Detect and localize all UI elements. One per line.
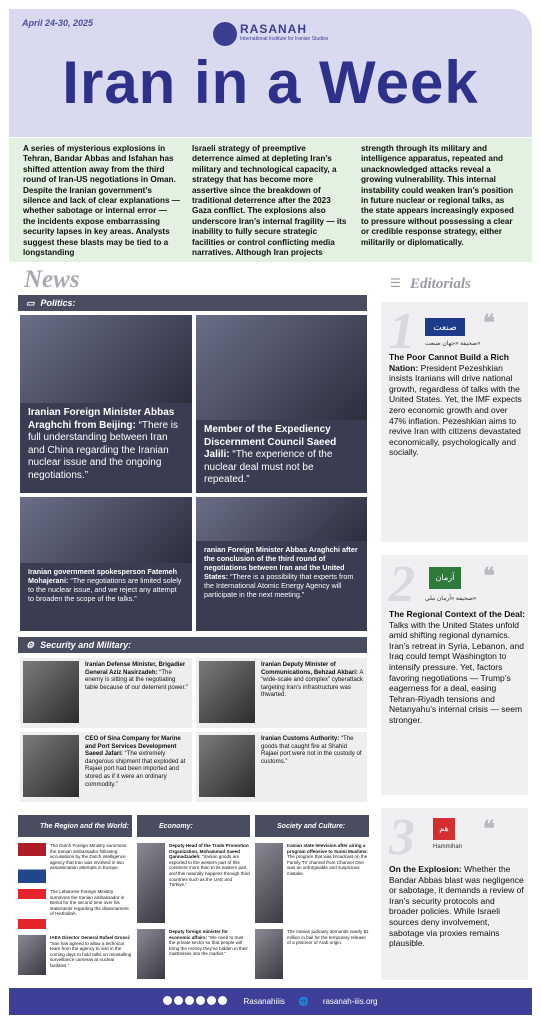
item-title: Iranian state television after airing a program offensive to Sunni Muslims: [287,843,368,854]
newspaper-caption: صحيفة «جهان صنعت» [425,341,481,347]
instagram-icon[interactable] [218,996,227,1005]
news-card-title: Iranian Foreign Minister Abbas Araghchi from Beijing: [28,407,175,431]
footer-bar [9,988,532,1015]
society-label: Society and Culture: [277,822,346,830]
society-header [255,815,369,837]
society-item[interactable] [255,929,369,979]
economy-item-text: “Iranian goods are exported to the western part of this continent more than to its eastern part, and this naturally happens through third countries such as the UAE and Türkiye.” [169,854,250,888]
editorial-number: 1 [389,303,415,360]
telegram-icon[interactable] [207,996,216,1005]
news-photo [20,315,192,403]
intro-col-3: strength through its military and intelligence apparatus, repeated and unacknowledged attacks reveal a growing vulnerability. This internal instability could weaken Iran’s position in future nuclear or regional talks, as the state appears increasingly exposed to pressure without possessing a clear or credible response strategy, either militarily or diplomatically. [361,144,514,247]
editorial-body: President Pezeshkian insists Iranians will drive national growth, regardless of talks with the United States. Yet, the IMF expects zero economic growth and over 47% inflation. Pezeshkian aims to revive Iran with citizens devastated economically, psychologically and socially. [389,362,522,458]
news-card-body: “There is a possibility that experts from the International Atomic Energy Agency will participate in the next meeting.” [204,572,354,599]
region-item-text: The Lebanese Foreign Ministry summons the Iranian ambassador in Beirut for the second time over his statements regarding the disarmament of Hezbollah. [50,889,129,917]
card-title: CEO of Sina Company for Marine and Port Services Development Saeed Jafari: [85,735,181,758]
item-title: Deputy foreign minister for economic affairs: [169,929,228,940]
news-card-jalili[interactable] [196,315,367,493]
politics-label: Politics: [40,298,76,308]
economy-item-text: “We need to trust the private sector so that people will bring the money they’ve hidden in their mattresses into the market.” [169,934,248,957]
security-card-akbari[interactable] [196,658,367,728]
region-column [18,815,132,975]
region-label: The Region and the World: [40,822,129,830]
item-title: Deputy Head of the Trade Promotion Organization, Mohammad Saeed Qannadzadeh: [169,843,249,860]
editorial-title: The Poor Cannot Build a Rich Nation: [389,352,509,373]
news-card-title: Member of the Expediency Discernment Council Saeed Jalili: [204,424,337,460]
news-card-body: “The experience of the nuclear deal must not be repeated.” [204,449,333,485]
news-photo [255,843,283,923]
region-item-text: “Iran has agreed to allow a technical team from the agency to visit in the coming days to hold talks on reinstalling surveillance cameras at nuclear facilities.” [50,940,132,968]
editorial-list-icon: ☰ [390,276,401,290]
security-label: Security and Military: [40,640,132,650]
region-item-text: The Dutch Foreign Ministry summons the Iranian ambassador following accusations by the Dutch intelligence agency that Iran was involved in two assassination attempts in Europe. [50,843,127,871]
editorial-body: Talks with the United States unfold amid shifting regional dynamics. Iran’s retreat in Syria, Lebanon, and Iraq could tempt Washington to intensify pressure. Yet, factors favoring negotiations — Trump’s eagerness for a deal, easing Tehran-Riyadh tensions and Netanyahu’s internal crisis — seem stronger. [389,619,524,725]
society-item[interactable] [255,843,369,923]
economy-label: Economy: [159,822,193,830]
card-body: “The enemy is sitting at the negotiating table because of our deterrent power.” [85,668,188,691]
card-title: Iranian Deputy Minister of Communications, Behzad Akbari: [261,661,358,676]
newspaper-caption: صحيفة «آرمان ملي» [425,596,477,602]
social-icons[interactable] [163,996,229,1007]
security-card-customs[interactable] [196,732,367,802]
newspaper-logo: هم [433,818,455,840]
brand-subtitle: International Institute for Iranian Studies [240,36,329,42]
news-photo [199,735,255,797]
news-card-body: “The negotiations are limited solely to the nuclear issue, and we reject any attempt to broaden the scope of the talks.” [28,576,182,603]
rasanah-logo-icon [213,22,237,46]
newspaper-logo: صنعت [425,318,465,336]
card-body: “The extremely dangerous shipment that exploded at Rajaei port had been imported and stored as if it were an ordinary commodity.” [85,750,186,788]
economy-header [137,815,250,837]
editorial-2[interactable] [381,555,528,795]
newspaper-logo: آرمان [429,567,461,589]
news-heading: News [24,266,80,293]
globe-icon: 🌐 [298,997,309,1006]
card-body: A “wide-scale and complex” cyberattack targeting Iran’s infrastructure was thwarted. [261,668,364,699]
news-photo [137,929,165,979]
economy-item[interactable] [137,929,250,979]
news-photo [196,315,367,420]
news-photo [196,497,367,541]
newspaper-caption: Hammihan [433,844,463,850]
region-item[interactable] [18,935,132,975]
brand-name: RASANAH [240,22,307,36]
politics-section-header [18,295,367,311]
issue-date: April 24-30, 2025 [22,18,94,28]
linkedin-icon[interactable] [163,996,172,1005]
news-card-title: Iranian government spokesperson Fatemeh Mohajerani: [28,567,177,585]
intro-col-1: A series of mysterious explosions in Tehran, Bandar Abbas and Isfahan has shifted attention away from the third round of Iran-US negotiations in Oman. Despite the Iranian government’s silence and lack of clear explanations — whether sabotage or internal error — the incidents expose embarrassing security lapses in key areas. Analysts suggest these blasts may be tied to a longstanding [23,144,180,258]
editorial-3[interactable] [381,808,528,980]
quote-icon: ❝ [483,310,495,335]
folder-icon: ▭ [26,297,35,308]
editorial-number: 3 [389,809,415,866]
card-body: “The goods that caught fire at Shahid Rajaei port were not in the custody of customs.” [261,735,362,765]
news-card-araghchi-beijing[interactable] [20,315,192,493]
news-photo [20,497,192,563]
security-section-header [18,637,367,653]
region-item[interactable] [18,843,132,883]
news-photo [255,929,283,979]
intro-summary [9,138,532,262]
netherlands-flag-icon [18,843,46,883]
society-column [255,815,369,979]
editorial-1[interactable] [381,302,528,542]
news-card-mohajerani[interactable] [20,497,192,631]
security-card-jafari[interactable] [20,732,192,802]
editorial-number: 2 [389,556,415,613]
page-title: Iran in a Week [62,49,479,116]
cyber-photo [199,661,255,723]
editorials-heading: Editorials [410,276,471,292]
quote-icon: ❝ [483,816,495,841]
society-item-text: The program that was broadcast on the Family TV channel from Channel One was an unforgivable and suspicious mistake. [287,854,368,876]
editorial-body: Whether the Bandar Abbas blast was negligence or sabotage, it demands a review of Iran’s security protocols and broader policies. While Israeli sources deny involvement, sabotage via proxies remains plausible. [389,864,524,949]
intro-col-2: Israeli strategy of preemptive deterrence aimed at depleting Iran’s military and technological capacity, a strategy that has become more assertive since the breakdown of traditional deterrence after the 2023 Gaza conflict. The explosions also underscore Iran’s internal fragility — its inability to fully secure strategic facilities or control conflicting media narratives. Although Iran projects [192,144,347,258]
social-handle[interactable]: Rasanahiiis [243,997,285,1006]
economy-column [137,815,250,979]
editorial-title: The Regional Context of the Deal: [389,609,526,619]
news-photo [18,935,46,975]
website-link[interactable]: rasanah-iiis.org [322,997,378,1006]
editorial-title: On the Explosion: [389,864,462,874]
x-icon[interactable] [196,996,205,1005]
news-photo [23,735,79,797]
youtube-icon[interactable] [174,996,183,1005]
society-item-text: The Iranian judiciary demands nearly $1 million in bail for the temporary release of a prisoner of Arab origin. [287,929,369,946]
card-title: Iranian Defense Minister, Brigadier General Aziz Nasirzadeh: [85,661,186,676]
news-card-title: ranian Foreign Minister Abbas Araghchi after the conclusion of the third round of negotiations between Iran and the United States: [204,545,358,581]
card-title: Iranian Customs Authority: [261,735,340,742]
item-title: IAEA Director General Rafael Grossi: [50,935,131,940]
lebanon-flag-icon [18,889,46,929]
region-item[interactable] [18,889,132,929]
news-card-araghchi-third-round[interactable] [196,497,367,631]
news-photo [137,843,165,923]
facebook-icon[interactable] [185,996,194,1005]
news-card-body: “There is full understanding between Iran and China regarding the Iranian nuclear issue and the ongoing negotiations.” [28,419,179,481]
quote-icon: ❝ [483,563,495,588]
region-header [18,815,132,837]
gear-icon: ⚙ [26,639,35,650]
economy-item[interactable] [137,843,250,923]
news-photo [23,661,79,723]
security-card-nasirzadeh[interactable] [20,658,192,728]
